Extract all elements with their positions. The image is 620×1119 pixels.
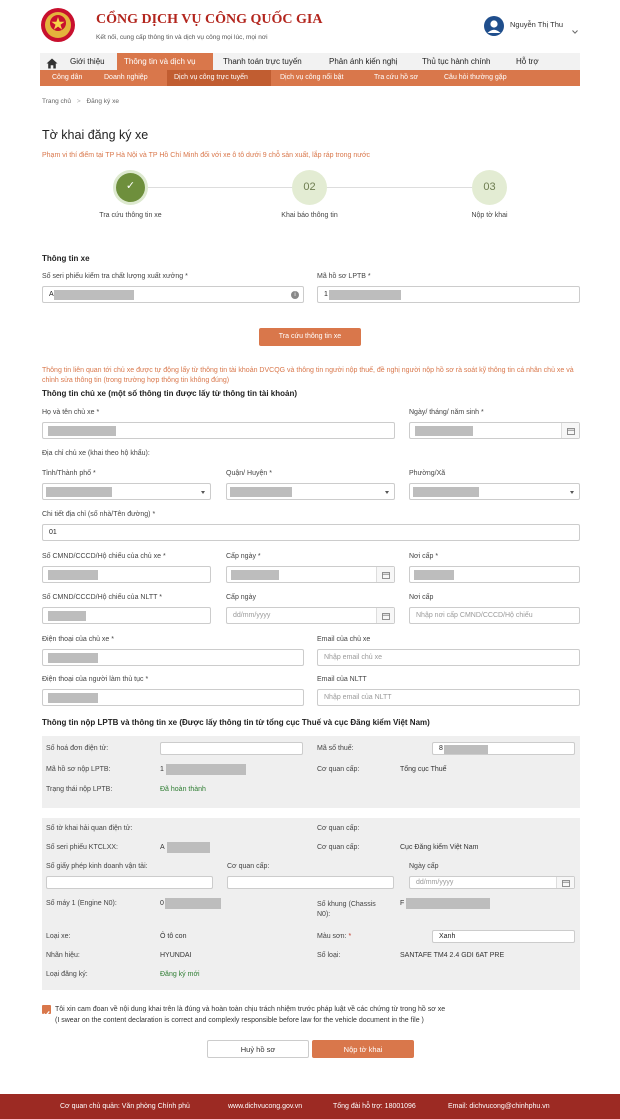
user-menu-chevron-down-icon[interactable] [572, 22, 578, 28]
tax-status-label: Trạng thái nộp LPTB: [46, 786, 113, 793]
commitment-checkbox[interactable] [42, 1005, 51, 1014]
footer-owner: Cơ quan chủ quản: Văn phòng Chính phủ [60, 1103, 190, 1110]
redacted-value [48, 426, 116, 436]
owner-id-input[interactable] [42, 566, 211, 583]
required-marker: * [346, 933, 352, 940]
sub-nav [40, 70, 580, 86]
step-2-label: Khai báo thông tin [281, 212, 338, 219]
step-3-number: 03 [483, 181, 496, 193]
vehicle-type-label: Loại xe: [46, 933, 71, 940]
subnav-citizen[interactable]: Công dân [52, 74, 83, 81]
subnav-faq[interactable]: Câu hỏi thường gặp [444, 74, 507, 81]
issue-date-input[interactable] [226, 566, 395, 583]
nav-item-support[interactable]: Hỗ trợ [516, 57, 539, 66]
info-icon[interactable]: i [291, 291, 299, 299]
cancel-dossier-button[interactable]: Huỷ hồ sơ [207, 1040, 309, 1058]
owner-name-input[interactable] [42, 422, 395, 439]
dob-input[interactable] [409, 422, 580, 439]
registration-type-value: Đăng ký mới [160, 971, 200, 978]
agent-phone-input[interactable] [42, 689, 304, 706]
check-icon: ✓ [125, 180, 136, 192]
home-icon[interactable] [46, 56, 58, 67]
paint-color-input[interactable]: Xanh [432, 930, 575, 943]
vehicle-details-box [42, 818, 580, 990]
redacted-value [48, 693, 98, 703]
taxcode-input[interactable]: 8 [432, 742, 575, 755]
redacted-value [415, 426, 473, 436]
footer-hotline: Tổng đài hỗ trợ: 18001096 [333, 1103, 416, 1110]
chassis-value: F [400, 900, 405, 907]
nltt-email-label: Email của NLTT [317, 676, 367, 683]
breadcrumb-current: Đăng ký xe [86, 98, 119, 105]
step-2-number: 02 [303, 181, 316, 193]
province-label: Tỉnh/Thành phố * [42, 470, 96, 477]
user-avatar-icon[interactable] [484, 16, 504, 36]
registration-type-label: Loại đăng ký: [46, 971, 88, 978]
ktclxx-label: Số seri phiếu KTCLXX: [46, 844, 118, 851]
site-title: CỔNG DỊCH VỤ CÔNG QUỐC GIA [96, 12, 323, 27]
ktclxx-value: A [160, 844, 165, 851]
nltt-id-input[interactable] [42, 607, 211, 624]
tax-section-title: Thông tin nộp LPTB và thông tin xe (Được lấy thông tin từ tổng cục Thuế và cục Đăng kiểm Việt Nam) [42, 718, 430, 727]
subnav-online-services[interactable]: Dịch vụ công trực tuyến [167, 70, 271, 86]
issue-place-input[interactable] [409, 566, 580, 583]
paint-color-label: Màu sơn: * [317, 933, 352, 940]
redacted-value [413, 487, 479, 497]
national-emblem-logo[interactable] [40, 6, 76, 44]
issue-place2-input[interactable]: Nhập nơi cấp CMND/CCCD/Hộ chiếu [409, 607, 580, 624]
redacted-value [230, 487, 292, 497]
scope-note: Phạm vi thí điểm tại TP Hà Nội và TP Hồ Chí Minh đối với xe ô tô dưới 9 chỗ sản xuất, lắp ráp trong nước [42, 152, 371, 159]
user-name[interactable]: Nguyễn Thị Thu [510, 20, 564, 29]
redacted-value [444, 745, 488, 754]
owner-email-input[interactable]: Nhập email chủ xe [317, 649, 580, 666]
footer-email[interactable]: Email: dichvucong@chinhphu.vn [448, 1103, 550, 1110]
redacted-value [48, 570, 98, 580]
model-label: Số loại: [317, 952, 341, 959]
redacted-value [48, 611, 86, 621]
breadcrumb [42, 98, 119, 108]
redacted-value [414, 570, 454, 580]
nav-item-intro[interactable]: Giới thiệu [70, 57, 105, 66]
ward-label: Phường/Xã [409, 470, 446, 477]
calendar-icon[interactable] [376, 608, 394, 623]
taxcode-label: Mã số thuế: [317, 745, 354, 752]
redacted-value [329, 290, 401, 300]
nltt-id-label: Số CMND/CCCD/Hộ chiếu của NLTT * [42, 594, 162, 601]
chassis-label: Số khung (Chassis N0): [317, 901, 376, 918]
redacted-value [54, 290, 134, 300]
seri-label: Số seri phiếu kiểm tra chất lượng xuất xưởng * [42, 273, 188, 280]
customs-agency-label: Cơ quan cấp: [317, 825, 360, 832]
issue-date-label: Cấp ngày * [226, 553, 261, 560]
invoice-label: Số hoá đơn điện tử: [46, 745, 109, 752]
redacted-value [165, 898, 221, 909]
seri-input[interactable]: A i [42, 286, 304, 303]
brand-label: Nhãn hiệu: [46, 952, 80, 959]
owner-email-label: Email của chủ xe [317, 636, 371, 643]
invoice-input[interactable] [160, 742, 303, 755]
vehicle-type-value: Ô tô con [160, 933, 187, 940]
subnav-featured[interactable]: Dịch vụ công nổi bật [280, 74, 344, 81]
redacted-value [406, 898, 490, 909]
ward-select[interactable] [409, 483, 580, 500]
calendar-icon[interactable] [376, 567, 394, 582]
lookup-vehicle-button[interactable]: Tra cứu thông tin xe [259, 328, 361, 346]
license-agency-label: Cơ quan cấp: [227, 863, 270, 870]
issue-date2-input[interactable]: dd/mm/yyyy [226, 607, 395, 624]
license-date-label: Ngày cấp [409, 863, 439, 870]
site-header [0, 0, 620, 52]
site-footer [0, 1094, 620, 1119]
owner-info-title: Thông tin chủ xe (một số thông tin được lấy từ thông tin tài khoản) [42, 389, 298, 398]
model-value: SANTAFE TM4 2.4 GDI 6AT PRE [400, 952, 505, 959]
owner-info-note: Thông tin liên quan tới chủ xe được tự động lấy từ thông tin tài khoản DVCQG và thông tin người nộp thuế, đề nghị người nộp hồ sơ rà soát kỹ thông tin cá nhân chủ xe và chỉnh sửa thông tin (trong trường hợp thông tin không đúng) [42, 367, 574, 384]
subnav-business[interactable]: Doanh nghiệp [104, 74, 148, 81]
district-select[interactable] [226, 483, 395, 500]
issue-place-label: Nơi cấp * [409, 553, 439, 560]
chevron-down-icon [570, 491, 574, 494]
site-subtitle: Kết nối, cung cấp thông tin và dịch vụ công mọi lúc, mọi nơi [96, 34, 268, 41]
nltt-email-input[interactable]: Nhập email của NLTT [317, 689, 580, 706]
issue-date2-label: Cấp ngày [226, 594, 256, 601]
district-label: Quận/ Huyện * [226, 470, 272, 477]
address-detail-input[interactable]: 01 [42, 524, 580, 541]
dob-label: Ngày/ tháng/ năm sinh * [409, 409, 484, 416]
footer-site-link[interactable]: www.dichvucong.gov.vn [228, 1103, 303, 1110]
submit-declaration-button[interactable]: Nộp tờ khai [312, 1040, 414, 1058]
customs-decl-label: Số tờ khai hải quan điện tử: [46, 825, 133, 832]
vehicle-info-title: Thông tin xe [42, 254, 90, 263]
owner-id-label: Số CMND/CCCD/Hộ chiếu của chủ xe * [42, 553, 166, 560]
calendar-icon[interactable] [561, 423, 579, 438]
subnav-lookup[interactable]: Tra cứu hồ sơ [374, 74, 419, 81]
chevron-down-icon [201, 491, 205, 494]
province-select[interactable] [42, 483, 211, 500]
address-label: Địa chỉ chủ xe (khai theo hộ khẩu): [42, 450, 150, 457]
nav-item-payment[interactable]: Thanh toán trực tuyến [223, 57, 302, 66]
redacted-value [166, 764, 246, 775]
main-nav [40, 53, 580, 70]
license-input[interactable] [46, 876, 213, 889]
lptb-label: Mã hồ sơ LPTB * [317, 273, 371, 280]
commitment-text-en: (I swear on the content declaration is correct and complexly responsible before law for the vehicle document in the file ) [55, 1017, 424, 1024]
tax-agency-label: Cơ quan cấp: [317, 766, 360, 773]
nav-item-feedback[interactable]: Phản ánh kiến nghị [329, 57, 398, 66]
engine-label: Số máy 1 (Engine N0): [46, 900, 117, 907]
tax-status-value: Đã hoàn thành [160, 786, 206, 793]
commitment-text-vi: Tôi xin cam đoan về nội dung khai trên là đúng và hoàn toàn chịu trách nhiệm trước pháp luật về các chứng từ trong hồ sơ xe [55, 1006, 446, 1013]
breadcrumb-separator: > [76, 98, 81, 105]
nav-item-procedures[interactable]: Thủ tục hành chính [422, 57, 491, 66]
engine-value: 0 [160, 900, 164, 907]
agent-phone-label: Điện thoại của người làm thủ tục * [42, 676, 149, 683]
license-label: Số giấy phép kinh doanh vận tải: [46, 863, 148, 870]
redacted-value [167, 842, 210, 853]
step-1-label: Tra cứu thông tin xe [99, 212, 162, 219]
calendar-icon[interactable] [556, 877, 574, 888]
brand-value: HYUNDAI [160, 952, 192, 959]
redacted-value [46, 487, 112, 497]
dossier-value: 1 [160, 766, 164, 773]
chevron-down-icon [385, 491, 389, 494]
registry-agency-value: Cục Đăng kiểm Việt Nam [400, 844, 479, 851]
issue-place2-label: Nơi cấp [409, 594, 434, 601]
breadcrumb-home[interactable]: Trang chủ [42, 98, 72, 105]
owner-name-label: Họ và tên chủ xe * [42, 409, 100, 416]
step-3-label: Nộp tờ khai [471, 212, 508, 219]
owner-phone-input[interactable] [42, 649, 304, 666]
license-date-input[interactable]: dd/mm/yyyy [409, 876, 575, 889]
tax-agency-value: Tổng cục Thuế [400, 766, 447, 773]
address-detail-label: Chi tiết địa chỉ (số nhà/Tên đường) * [42, 511, 156, 518]
lptb-input[interactable]: 1 [317, 286, 580, 303]
redacted-value [231, 570, 279, 580]
registry-agency-label: Cơ quan cấp: [317, 844, 360, 851]
nav-item-services[interactable]: Thông tin và dịch vụ [117, 53, 213, 70]
license-agency-input[interactable] [227, 876, 394, 889]
page-title: Tờ khai đăng ký xe [42, 128, 149, 142]
owner-phone-label: Điện thoại của chủ xe * [42, 636, 114, 643]
dossier-label: Mã hồ sơ nộp LPTB: [46, 766, 111, 773]
redacted-value [48, 653, 98, 663]
